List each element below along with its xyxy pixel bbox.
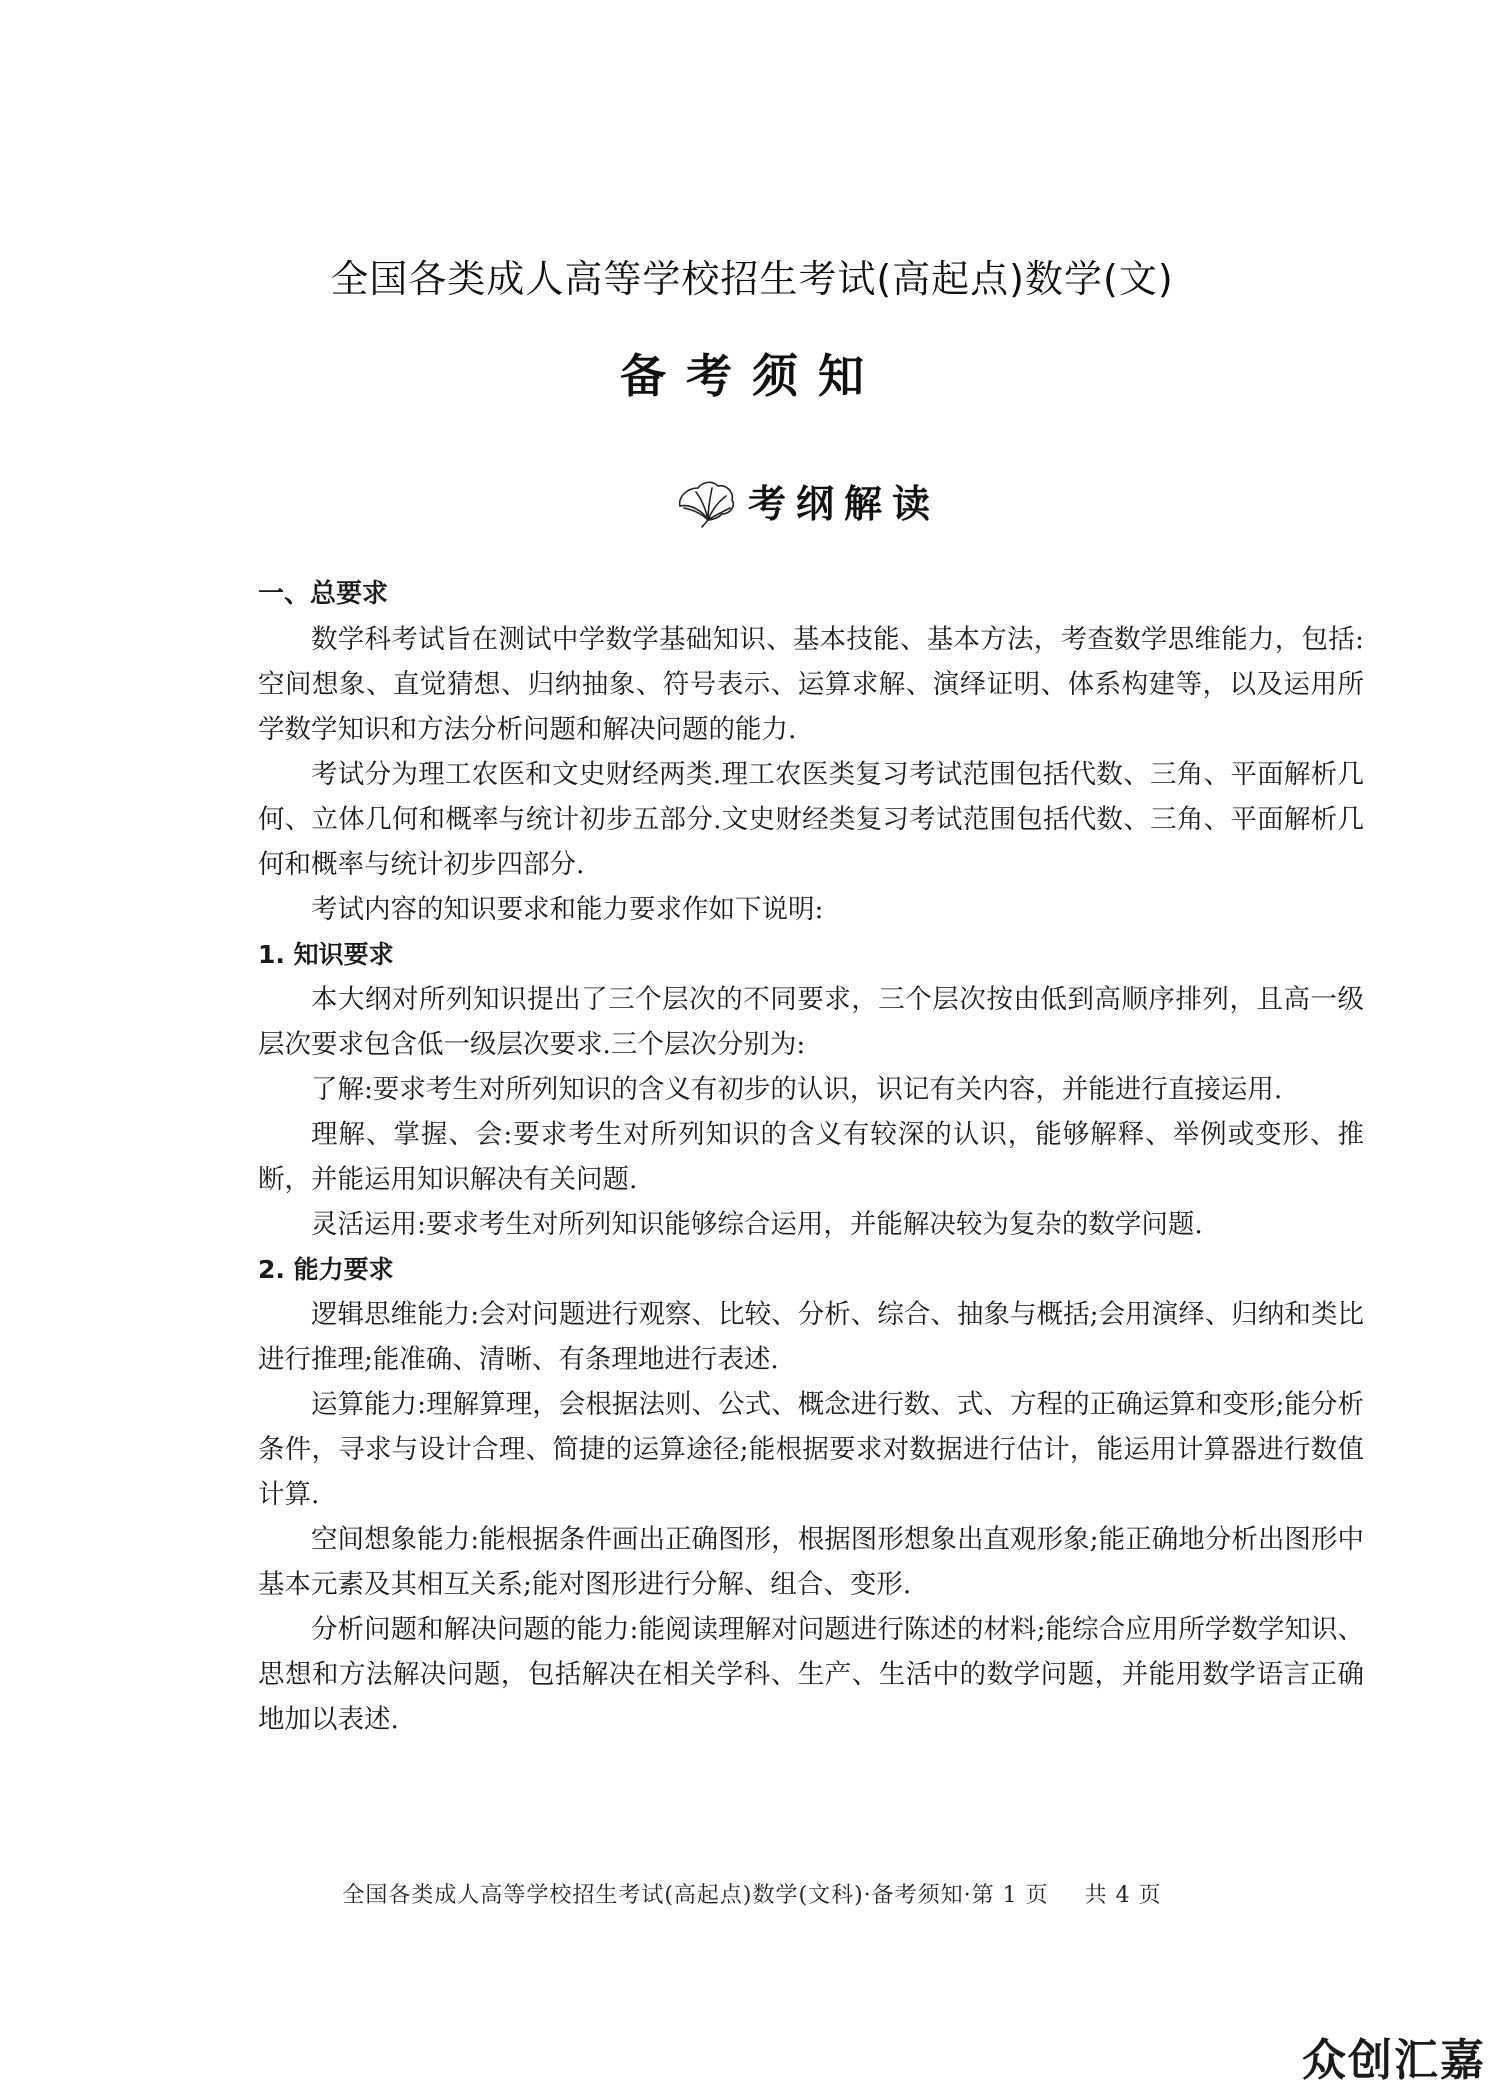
- footer-page-info: 全国各类成人高等学校招生考试(高起点)数学(文科)·备考须知·第 1 页: [342, 1883, 1049, 1908]
- paragraph: 本大纲对所列知识提出了三个层次的不同要求，三个层次按由低到高顺序排列，且高一级层次要求包含低一级层次要求.三个层次分别为:: [258, 984, 1364, 1060]
- footer-total-pages: 共 4 页: [1084, 1883, 1162, 1908]
- paragraph: 考试内容的知识要求和能力要求作如下说明:: [311, 894, 824, 925]
- heading-general-requirements: 一、总要求: [258, 579, 389, 609]
- paragraph: 分析问题和解决问题的能力:能阅读理解对问题进行陈述的材料;能综合应用所学数学知识、思想和方法解决问题，包括解决在相关学科、生产、生活中的数学问题，并能用数学语言正确地加以表述.: [258, 1614, 1364, 1735]
- paragraph: 灵活运用:要求考生对所列知识能够综合运用，并能解决较为复杂的数学问题.: [311, 1209, 1203, 1240]
- paragraph: 空间想象能力:能根据条件画出正确图形，根据图形想象出直观形象;能正确地分析出图形中基本元素及其相互关系;能对图形进行分解、组合、变形.: [258, 1524, 1364, 1600]
- paragraph: 了解:要求考生对所列知识的含义有初步的认识，识记有关内容，并能进行直接运用.: [311, 1074, 1283, 1105]
- ginkgo-leaf-icon: [672, 470, 742, 530]
- paragraph: 数学科考试旨在测试中学数学基础知识、基本技能、基本方法，考查数学思维能力，包括:空间想象、直觉猜想、归纳抽象、符号表示、运算求解、演绎证明、体系构建等，以及运用所学数学知识和方法分析问题和解决问题的能力.: [258, 624, 1364, 745]
- paragraph: 理解、掌握、会:要求考生对所列知识的含义有较深的认识，能够解释、举例或变形、推断，并能运用知识解决有关问题.: [258, 1119, 1364, 1195]
- section-label: 考纲解读: [748, 480, 941, 526]
- document-subtitle: 备考须知: [620, 349, 884, 403]
- watermark: 众创汇嘉: [1302, 2035, 1486, 2086]
- paragraph: 运算能力:理解算理，会根据法则、公式、概念进行数、式、方程的正确运算和变形;能分析条件，寻求与设计合理、简捷的运算途径;能根据要求对数据进行估计，能运用计算器进行数值计算.: [258, 1389, 1364, 1510]
- heading-ability-requirements: 2. 能力要求: [258, 1255, 394, 1284]
- section-heading: [672, 470, 940, 530]
- page-footer: [0, 1878, 1504, 1909]
- document-title: 全国各类成人高等学校招生考试(高起点)数学(文): [330, 257, 1174, 301]
- paragraph: 逻辑思维能力:会对问题进行观察、比较、分析、综合、抽象与概括;会用演绎、归纳和类比进行推理;能准确、清晰、有条理地进行表述.: [258, 1299, 1364, 1375]
- heading-knowledge-requirements: 1. 知识要求: [258, 940, 394, 969]
- document-body: [258, 572, 1364, 1742]
- paragraph: 考试分为理工农医和文史财经两类.理工农医类复习考试范围包括代数、三角、平面解析几何、立体几何和概率与统计初步五部分.文史财经类复习考试范围包括代数、三角、平面解析几何和概率与统计初步四部分.: [258, 759, 1364, 880]
